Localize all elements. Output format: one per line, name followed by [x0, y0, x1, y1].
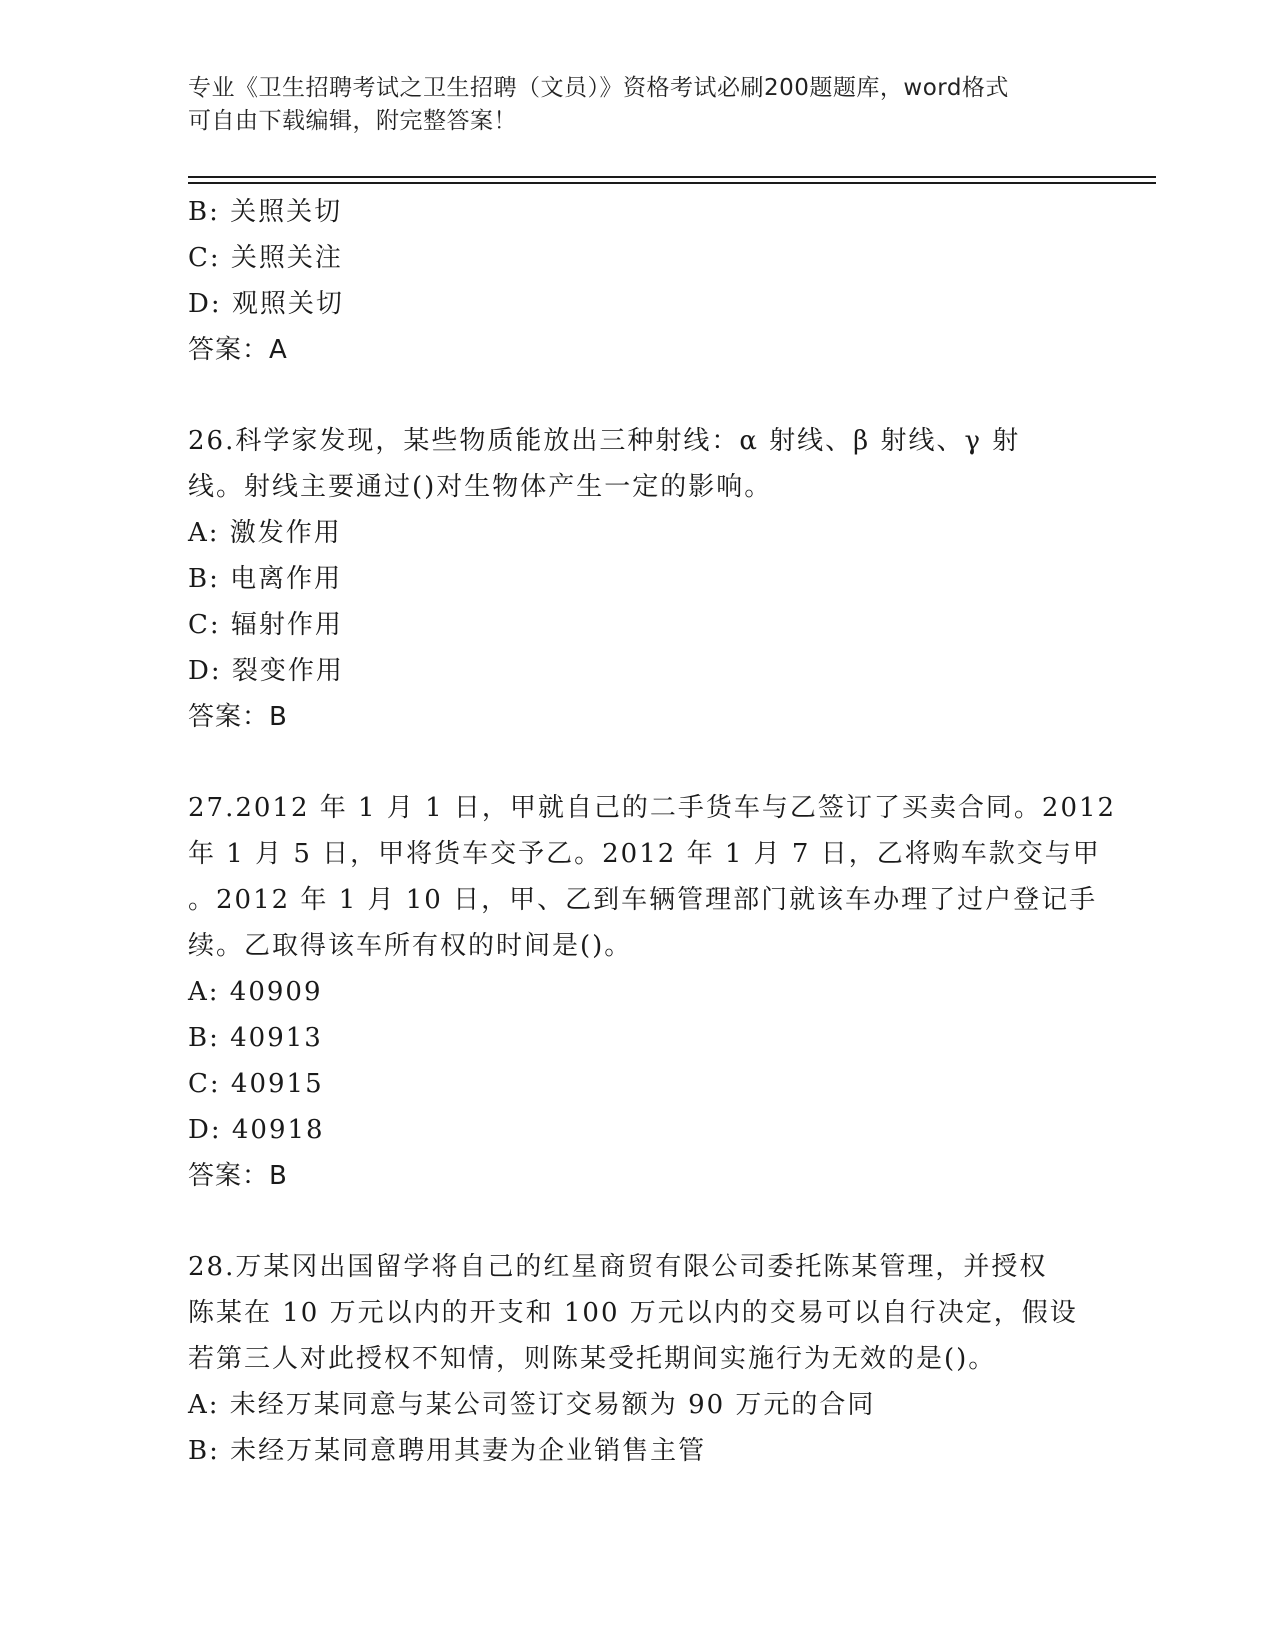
- question-stem-line: 线。射线主要通过()对生物体产生一定的影响。: [188, 472, 773, 502]
- header-rule-top: [188, 176, 1156, 178]
- option-a: A: 激发作用: [188, 518, 342, 548]
- header-rule-bottom: [188, 182, 1156, 184]
- question-stem-line: 年 1 月 5 日，甲将货车交予乙。2012 年 1 月 7 日，乙将购车款交与甲: [188, 839, 1101, 869]
- option-c: C: 关照关注: [188, 243, 343, 273]
- option-c: C: 40915: [188, 1069, 324, 1099]
- option-d: D: 观照关切: [188, 289, 344, 319]
- answer-line: 答案：B: [188, 1161, 288, 1191]
- question-stem-line: 28.万某冈出国留学将自己的红星商贸有限公司委托陈某管理，并授权: [188, 1252, 1048, 1282]
- question-stem-line: 若第三人对此授权不知情，则陈某受托期间实施行为无效的是()。: [188, 1344, 997, 1374]
- option-d: D: 40918: [188, 1115, 325, 1145]
- question-content: [188, 189, 1117, 1474]
- option-b: B: 40913: [188, 1023, 323, 1053]
- question-stem-line: 续。乙取得该车所有权的时间是()。: [188, 931, 633, 961]
- option-b: B: 电离作用: [188, 564, 343, 594]
- header-line-2: 可自由下载编辑，附完整答案！: [188, 108, 517, 134]
- answer-line: 答案：A: [188, 335, 288, 365]
- question-stem-line: 26.科学家发现，某些物质能放出三种射线：α 射线、β 射线、γ 射: [188, 426, 1021, 456]
- option-a: A: 未经万某同意与某公司签订交易额为 90 万元的合同: [188, 1390, 876, 1420]
- answer-line: 答案：B: [188, 702, 288, 732]
- header-line-1: 专业《卫生招聘考试之卫生招聘（文员）》资格考试必刷200题题库，word格式: [188, 75, 1009, 101]
- option-a: A: 40909: [188, 977, 323, 1007]
- question-26: [188, 418, 1088, 740]
- question-stem-line: 27.2012 年 1 月 1 日，甲就自己的二手货车与乙签订了买卖合同。2012: [188, 793, 1117, 823]
- document-header: [188, 72, 1068, 138]
- option-c: C: 辐射作用: [188, 610, 343, 640]
- question-25: [188, 189, 1088, 373]
- option-b: B: 未经万某同意聘用其妻为企业销售主管: [188, 1436, 707, 1466]
- question-27: [188, 785, 1117, 1199]
- question-28: [188, 1244, 1088, 1474]
- question-stem-line: 陈某在 10 万元以内的开支和 100 万元以内的交易可以自行决定，假设: [188, 1298, 1078, 1328]
- question-stem-line: 。2012 年 1 月 10 日，甲、乙到车辆管理部门就该车办理了过户登记手: [188, 885, 1098, 915]
- option-b: B: 关照关切: [188, 197, 343, 227]
- option-d: D: 裂变作用: [188, 656, 344, 686]
